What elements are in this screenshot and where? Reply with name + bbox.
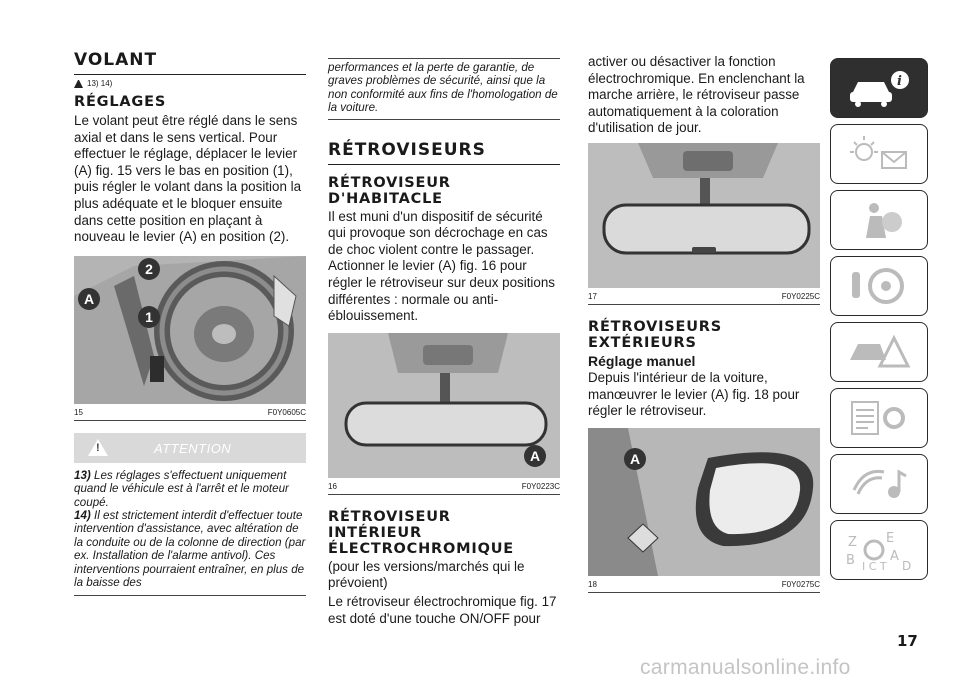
emergency-icon	[844, 330, 914, 374]
subtitle-reglages: RÉGLAGES	[74, 94, 167, 110]
tab-car-info[interactable]	[830, 58, 928, 118]
column-1	[74, 50, 306, 596]
figure-16-caption	[328, 482, 560, 495]
subtitle-line: INTÉRIEUR	[328, 524, 422, 541]
tab-index[interactable]	[830, 520, 928, 580]
svg-text:A: A	[890, 549, 899, 564]
paragraph-reglage-manuel: Depuis l'intérieur de la voiture, manœuvrer le levier (A) fig. 18 pour régler le rétroviseur.	[588, 369, 800, 419]
subtitle-line: RÉTROVISEUR	[328, 174, 451, 191]
index-icon	[844, 528, 914, 572]
svg-text:I C T: I C T	[862, 560, 887, 572]
multimedia-icon	[844, 462, 914, 506]
exterior-mirror-illustration	[588, 428, 820, 576]
section-title-retroviseurs: RÉTROVISEURS	[328, 140, 560, 165]
subtitle-line: RÉTROVISEURS	[588, 318, 723, 335]
figure-16	[328, 333, 560, 478]
subtitle-line: ÉLECTROCHROMIQUE	[328, 540, 514, 557]
page-number: 17	[897, 632, 918, 650]
attention-banner	[74, 433, 306, 463]
figure-17	[588, 143, 820, 288]
tab-airbag-safety[interactable]	[830, 190, 928, 250]
figure-number: 18	[588, 579, 597, 589]
chapter-tabs	[830, 58, 928, 586]
figure-code: F0Y0225C	[781, 291, 820, 301]
figure-15-caption	[74, 408, 306, 421]
tab-dashboard-lights[interactable]	[830, 124, 928, 184]
figure-17-caption	[588, 292, 820, 305]
figure-code: F0Y0223C	[521, 481, 560, 491]
svg-text:E: E	[886, 531, 895, 546]
att14-number: 14)	[74, 508, 91, 522]
figure-number: 16	[328, 481, 337, 491]
airbag-safety-icon	[844, 198, 914, 242]
subtitle-habitacle	[328, 175, 560, 207]
subtitle-reglage-manuel: Réglage manuel	[588, 352, 696, 369]
figure-18-caption	[588, 580, 820, 593]
subtitle-line: EXTÉRIEURS	[588, 334, 697, 351]
att13-number: 13)	[74, 468, 91, 482]
steering-wheel-illustration	[74, 256, 306, 404]
label-a-badge: A	[524, 445, 546, 467]
label-1-badge: 1	[138, 306, 160, 328]
dashboard-lights-icon	[844, 132, 914, 176]
continued-note: performances et la perte de garantie, de graves problèmes de sécurité, ainsi que la non conformité aux fins de l'homologation de la voiture.	[328, 58, 560, 120]
attention-title: ATTENTION	[154, 440, 232, 456]
svg-text:Z: Z	[848, 535, 857, 550]
tab-multimedia[interactable]	[830, 454, 928, 514]
subtitle-electrochromique	[328, 509, 560, 557]
starting-driving-icon	[844, 264, 914, 308]
figure-code: F0Y0275C	[781, 579, 820, 589]
figure-15	[74, 256, 306, 404]
watermark: carmanualsonline.info	[640, 656, 851, 679]
car-info-icon	[844, 66, 914, 110]
column-2	[328, 58, 560, 627]
paragraph-volant: Le volant peut être réglé dans le sens axial et dans le sens vertical. Pour effectuer le réglage, déplacer le levier (A) fig. 15 vers le bas en position (1), puis régler le volant dans la position la plus adéquate et le bloquer ensuite dans cette position en plaçant à nouveau le levier (A) en position (2).	[74, 113, 302, 245]
tab-maintenance[interactable]	[830, 388, 928, 448]
paragraph-versions: (pour les versions/marchés qui le prévoient)	[328, 558, 525, 591]
figure-number: 17	[588, 291, 597, 301]
svg-text:i: i	[897, 74, 902, 89]
figure-number: 15	[74, 407, 83, 417]
warning-icon	[74, 80, 83, 88]
paragraph-electrochromique: Le rétroviseur électrochromique fig. 17 est doté d'une touche ON/OFF pour	[328, 593, 557, 626]
figure-code: F0Y0605C	[267, 407, 306, 417]
label-a-badge: A	[78, 288, 100, 310]
tab-starting-driving[interactable]	[830, 256, 928, 316]
svg-text:B: B	[846, 553, 855, 568]
figure-18	[588, 428, 820, 576]
section-title-volant: VOLANT	[74, 50, 306, 75]
subtitle-line: D'HABITACLE	[328, 190, 443, 207]
column-3	[588, 54, 820, 593]
maintenance-icon	[844, 396, 914, 440]
warning-triangle-icon	[88, 439, 108, 456]
paragraph-activer: activer ou désactiver la fonction électrochromique. En enclenchant la marche arrière, le rétroviseur passe automatiquement à la coloration d'utilisation de jour.	[588, 54, 805, 136]
subtitle-line: RÉTROVISEUR	[328, 508, 451, 525]
svg-text:D: D	[902, 559, 912, 572]
attention-text	[74, 469, 306, 597]
warning-refs-text: 13) 14)	[87, 79, 113, 88]
tab-emergency[interactable]	[830, 322, 928, 382]
electrochromic-mirror-illustration	[588, 143, 820, 288]
att14-text: Il est strictement interdit d'effectuer toute intervention d'assistance, avec altération de la conduite ou de la colonne de direction (par ex. Installation de l'alarme antivol). Ces interventions pourraient entraîner, en plus de la baisse des	[74, 508, 306, 589]
warning-refs	[74, 79, 306, 88]
att13-text: Les réglages s'effectuent uniquement quand le véhicule est à l'arrêt et le moteur coupé.	[74, 468, 289, 509]
label-2-badge: 2	[138, 258, 160, 280]
subtitle-exterieurs	[588, 319, 820, 351]
paragraph-habitacle: Il est muni d'un dispositif de sécurité qui provoque son décrochage en cas de choc violent contre le passager. Actionner le levier (A) fig. 16 pour régler le rétroviseur sur deux positions différentes : normale ou anti-éblouissement.	[328, 208, 556, 324]
label-a-badge: A	[624, 448, 646, 470]
